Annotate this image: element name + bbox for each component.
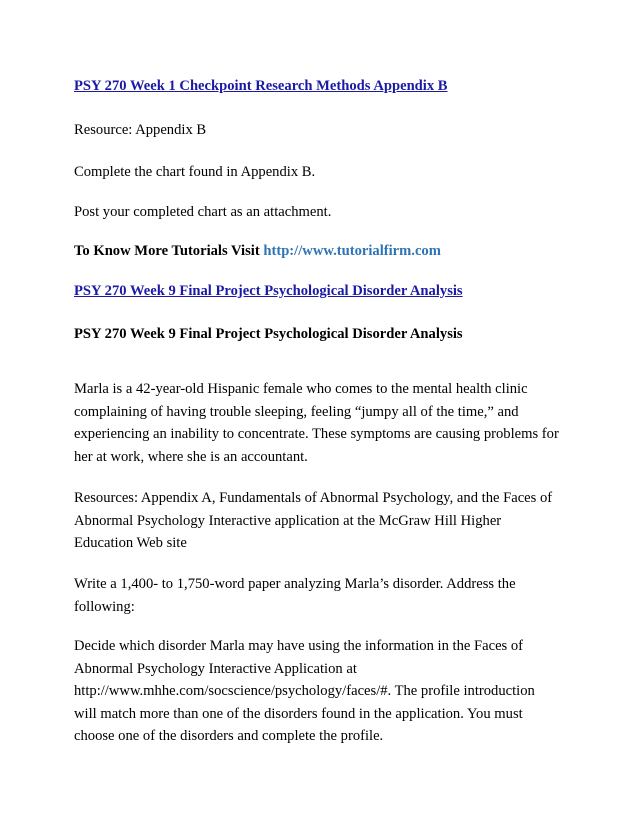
resource-line: Resource: Appendix B [74, 122, 207, 138]
promo-line [74, 242, 441, 260]
paragraph-line: Education Web site [74, 535, 187, 552]
paragraph-marla [74, 378, 569, 468]
promo-url-link[interactable]: http://www.tutorialfirm.com [263, 243, 441, 259]
paragraph-line: Abnormal Psychology Interactive application at the McGraw Hill Higher [74, 512, 502, 529]
paragraph-decide [74, 635, 569, 748]
paragraph-line: will match more than one of the disorders found in the application. You must [74, 705, 523, 722]
heading-link-week9[interactable]: PSY 270 Week 9 Final Project Psychological Disorder Analysis [74, 283, 463, 299]
paragraph-line: choose one of the disorders and complete the profile. [74, 728, 384, 745]
paragraph-line: Decide which disorder Marla may have using the information in the Faces of [74, 638, 524, 654]
paragraph-line: Resources: Appendix A, Fundamentals of Abnormal Psychology, and the Faces of [74, 490, 553, 506]
heading-link-week1[interactable]: PSY 270 Week 1 Checkpoint Research Methods Appendix B [74, 78, 448, 94]
paragraph-line: http://www.mhhe.com/socscience/psychology/faces/#. The profile introduction [74, 683, 535, 700]
paragraph-line: Write a 1,400- to 1,750-word paper analyzing Marla’s disorder. Address the [74, 576, 516, 592]
paragraph-line: following: [74, 598, 135, 615]
promo-text: To Know More Tutorials Visit [74, 243, 264, 259]
paragraph-line: complaining of having trouble sleeping, feeling “jumpy all of the time,” and [74, 403, 519, 420]
document-page [74, 0, 574, 826]
paragraph-line: her at work, where she is an accountant. [74, 448, 308, 465]
post-line: Post your completed chart as an attachment. [74, 204, 332, 220]
paragraph-line: Abnormal Psychology Interactive Application at [74, 660, 357, 677]
paragraph-line: experiencing an inability to concentrate. These symptoms are causing problems for [74, 426, 559, 443]
paragraph-write [74, 573, 569, 618]
paragraph-line: Marla is a 42-year-old Hispanic female who comes to the mental health clinic [74, 381, 528, 397]
subheading: PSY 270 Week 9 Final Project Psychological Disorder Analysis [74, 326, 463, 342]
paragraph-resources [74, 487, 569, 555]
complete-line: Complete the chart found in Appendix B. [74, 164, 316, 180]
